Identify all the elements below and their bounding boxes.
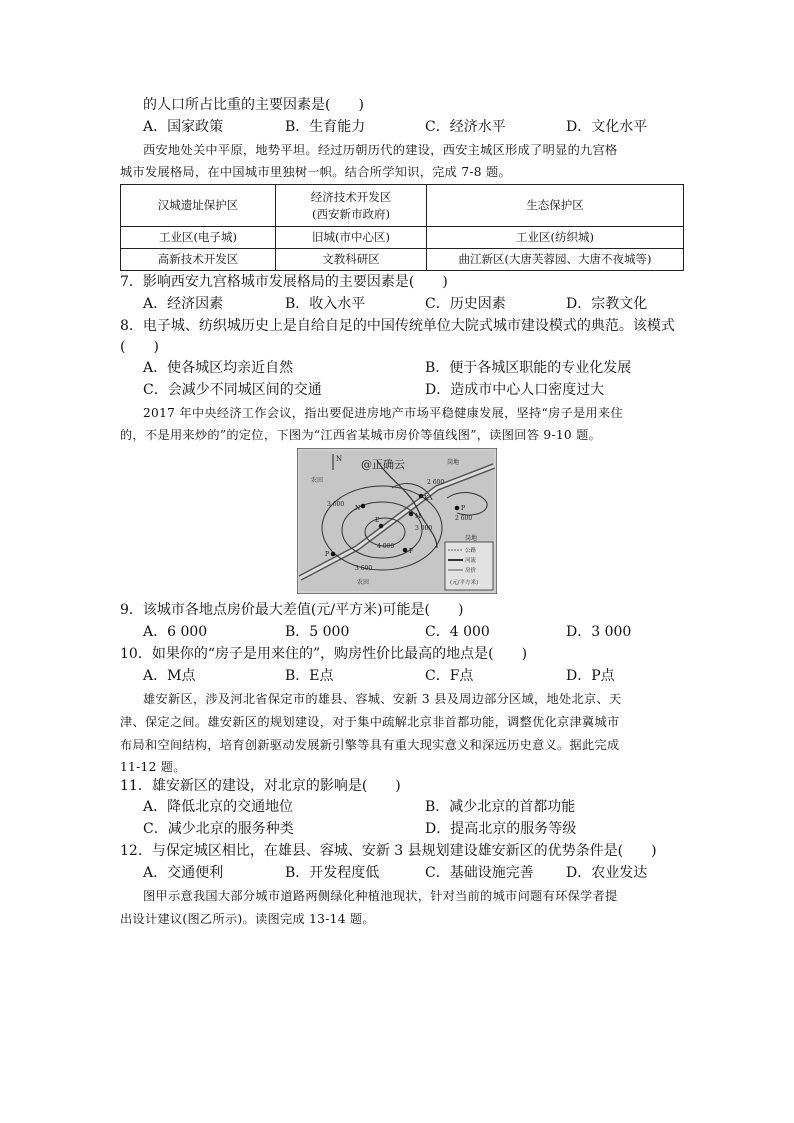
q8-option-d[interactable]: D．造成市中心人口密度过大 (425, 382, 605, 398)
q8-option-c[interactable]: C．会减少不同城区间的交通 (143, 382, 322, 398)
cell-r1c2-line2: (西安新市政府) (312, 206, 390, 221)
point-p-east-label: P (461, 505, 466, 512)
passage-xian-2: 城市发展格局，在中国城市里独树一帜。结合所学知识，完成 7-8 题。 (120, 165, 512, 179)
q8-option-b[interactable]: B．便于各城区职能的专业化发展 (425, 360, 632, 376)
passage-xiongan-2: 津、保定之间。雄安新区的规划建设，对于集中疏解北京非首都功能，调整优化京津冀城市 (120, 715, 620, 729)
q11-option-d[interactable]: D．提高北京的服务等级 (425, 821, 577, 837)
label-hill: 岗地 (447, 459, 460, 466)
cell-r3c3: 曲江新区(大唐芙蓉园、大唐不夜城等) (427, 249, 684, 271)
label-3600: 3 600 (327, 501, 345, 508)
cell-r1c1: 汉城遗址保护区 (121, 185, 276, 227)
compass-label: N (336, 455, 343, 463)
q10-option-a[interactable]: A．M点 (143, 668, 196, 684)
point-e-label: E (375, 517, 380, 524)
passage-greening-2: 出设计建议(图乙所示)。读图完成 13-14 题。 (120, 912, 375, 926)
q9-option-a[interactable]: A．6 000 (143, 624, 208, 640)
q6-option-d[interactable]: D．文化水平 (566, 119, 648, 135)
q11-option-c[interactable]: C．减少北京的服务种类 (143, 821, 294, 837)
question-8-stem-2: ( ) (120, 339, 159, 355)
point-f (403, 548, 408, 553)
cell-r1c2 (276, 185, 427, 227)
q9-option-c[interactable]: C．4 000 (425, 624, 490, 640)
question-9-stem: 9．该城市各地点房价最大差值(元/平方米)可能是( ) (120, 602, 464, 618)
q9-option-d[interactable]: D．3 000 (566, 624, 632, 640)
xian-nine-grid-table (120, 184, 684, 271)
q7-option-c[interactable]: C．历史因素 (425, 296, 506, 312)
house-price-isoline-map (297, 448, 497, 594)
passage-xiongan-3: 布局和空间结构，培育创新驱动发展新引擎等具有重大现实意义和深远历史意义。据此完成 (120, 738, 620, 752)
question-6-stem-end: 的人口所占比重的主要因素是( ) (143, 97, 364, 113)
q7-option-a[interactable]: A．经济因素 (143, 296, 224, 312)
label-4000: 4 000 (377, 543, 395, 550)
q12-option-c[interactable]: C．基础设施完善 (425, 865, 534, 881)
label-3600-b: 3 600 (355, 565, 373, 572)
question-7-stem: 7．影响西安九宫格城市发展格局的主要因素是( ) (120, 274, 448, 290)
point-f-label: F (409, 548, 414, 555)
point-p-west-label: P (325, 551, 330, 558)
passage-housing-1: 2017 年中央经济工作会议，指出要促进房地产市场平稳健康发展，坚持“房子是用来住 (143, 406, 623, 420)
label-2600-b: 2 600 (455, 515, 473, 522)
legend-unit: (元/平方米) (450, 580, 479, 586)
question-11-stem: 11．雄安新区的建设，对北京的影响是( ) (120, 778, 401, 794)
legend-price: 房价 (465, 568, 477, 574)
label-farm-2: 农田 (357, 579, 370, 586)
q6-option-c[interactable]: C．经济水平 (425, 119, 506, 135)
q11-option-a[interactable]: A．降低北京的交通地位 (143, 799, 294, 815)
cell-r3c2: 文教科研区 (276, 249, 427, 271)
passage-xian-1: 西安地处关中平原，地势平坦。经过历朝历代的建设，西安主城区形成了明显的九宫格 (143, 143, 618, 157)
passage-greening-1: 图甲示意我国大部分城市道路两侧绿化种植池现状，针对当前的城市问题有环保学者提 (143, 889, 618, 903)
cell-r3c1: 高新技术开发区 (121, 249, 276, 271)
question-10-stem: 10．如果你的“房子是用来住的”，购房性价比最高的地点是( ) (120, 646, 528, 662)
label-2600-a: 2 600 (427, 479, 445, 486)
q8-option-a[interactable]: A．使各城区均亲近自然 (143, 360, 294, 376)
label-3000: 3 000 (415, 525, 433, 532)
point-m (409, 512, 414, 517)
q6-option-b[interactable]: B．生育能力 (285, 119, 366, 135)
q12-option-a[interactable]: A．交通便利 (143, 865, 224, 881)
legend-river: 河流 (465, 558, 477, 564)
cell-r1c2-line1: 经济技术开发区 (310, 189, 392, 204)
point-k-label: K (424, 495, 429, 502)
q10-option-b[interactable]: B．E点 (285, 668, 334, 684)
label-farm-1: 农田 (311, 477, 324, 484)
cell-r1c3: 生态保护区 (427, 185, 684, 227)
point-e (379, 524, 384, 529)
q10-option-d[interactable]: D．P点 (566, 668, 615, 684)
q6-option-a[interactable]: A．国家政策 (143, 119, 224, 135)
label-forest: 岗地 (465, 535, 478, 542)
question-12-stem: 12．与保定城区相比，在雄县、容城、安新 3 县规划建设雄安新区的优势条件是( ) (120, 843, 657, 859)
cell-r2c1: 工业区(电子城) (121, 227, 276, 249)
q7-option-b[interactable]: B．收入水平 (285, 296, 366, 312)
point-n (361, 504, 366, 509)
point-n-label: N (355, 505, 361, 512)
point-k (419, 494, 424, 499)
q12-option-b[interactable]: B．开发程度低 (285, 865, 380, 881)
point-p-east (455, 506, 460, 511)
cell-r2c3: 工业区(纺织城) (427, 227, 684, 249)
passage-housing-2: 的，不是用来炒的”的定位，下图为“江西省某城市房价等值线图”，读图回答 9-10 题。 (120, 428, 602, 442)
point-m-label: M (415, 513, 422, 520)
q9-option-b[interactable]: B．5 000 (285, 624, 350, 640)
q10-option-c[interactable]: C．F点 (425, 668, 474, 684)
point-p-west (331, 552, 336, 557)
q11-option-b[interactable]: B．减少北京的首都功能 (425, 799, 576, 815)
q12-option-d[interactable]: D．农业发达 (566, 865, 648, 881)
q7-option-d[interactable]: D．宗教文化 (566, 296, 648, 312)
map-watermark: @正确云 (361, 458, 405, 471)
question-8-stem-1: 8．电子城、纺织城历史上是自给自足的中国传统单位大院式城市建设模式的典范。该模式 (120, 318, 675, 334)
legend-road: 公路 (465, 548, 477, 554)
passage-xiongan-1: 雄安新区，涉及河北省保定市的雄县、容城、安新 3 县及周边部分区域，地处北京、天 (143, 692, 622, 706)
passage-xiongan-4: 11-12 题。 (120, 760, 186, 774)
cell-r2c2: 旧城(市中心区) (276, 227, 427, 249)
